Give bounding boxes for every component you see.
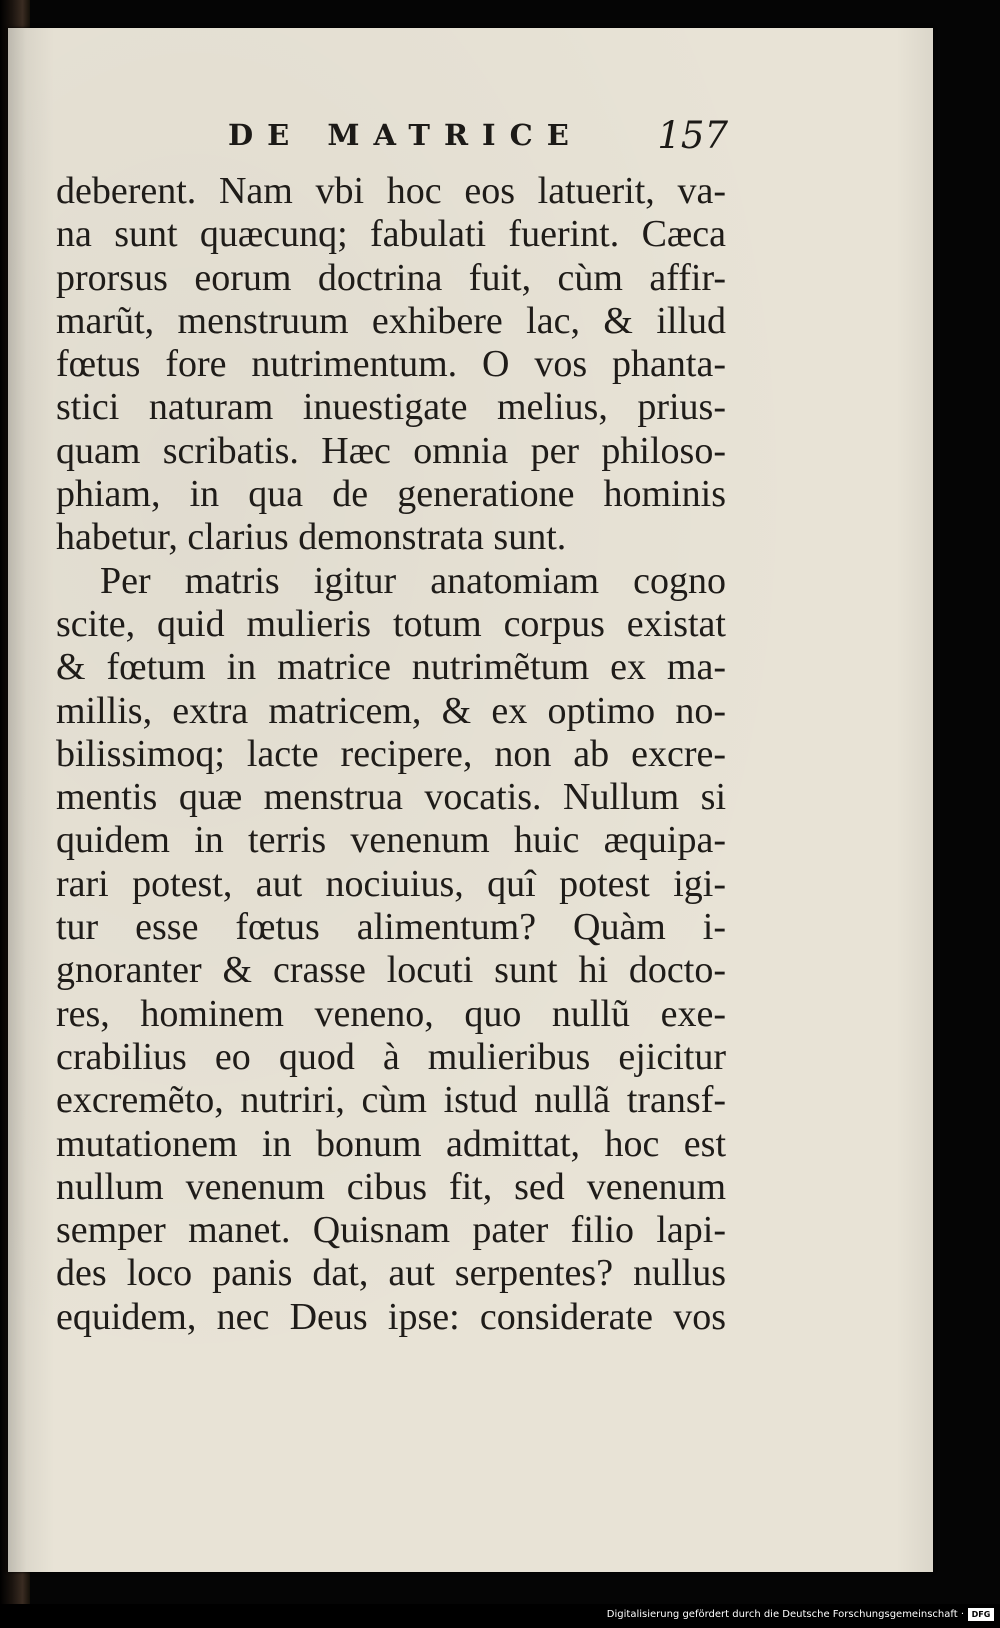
text-line: & fœtum in matrice nutrimẽtum ex ma-: [56, 646, 726, 689]
page-header: [228, 114, 728, 170]
text-line: Per matris igitur anatomiam cogno: [100, 559, 726, 602]
text-line: rari potest, aut nociuius, quî potest igi-: [56, 862, 726, 905]
text-line: quidem in terris venenum huic æquipa-: [56, 819, 726, 862]
text-line: nullum venenum cibus fit, sed venenum: [56, 1165, 726, 1208]
text-line: gnoranter & crasse locuti sunt hi docto-: [56, 949, 726, 992]
text-line: tur esse fœtus alimentum? Quàm i-: [56, 906, 726, 949]
text-line: excremẽto, nutriri, cùm istud nullã transf-: [56, 1079, 726, 1122]
running-title: DE MATRICE: [228, 118, 583, 152]
text-line: marũt, menstruum exhibere lac, & illud: [56, 299, 726, 342]
text-line: fœtus fore nutrimentum. O vos phanta-: [56, 343, 726, 386]
text-line: mutationem in bonum admittat, hoc est: [56, 1122, 726, 1165]
text-line: bilissimoq; lacte recipere, non ab excre-: [56, 732, 726, 775]
body-text: [56, 170, 726, 1339]
text-line: stici naturam inuestigate melius, prius-: [56, 386, 726, 429]
page-number: 157: [657, 114, 728, 157]
text-line: phiam, in qua de generatione hominis: [56, 473, 726, 516]
text-line: scite, quid mulieris totum corpus existat: [56, 602, 726, 645]
digitization-credit: Digitalisierung gefördert durch die Deutsche Forschungsgemeinschaft ·: [606, 1609, 964, 1620]
text-line: na sunt quæcunq; fabulati fuerint. Cæca: [56, 213, 726, 256]
dfg-logo: DFG: [968, 1608, 994, 1621]
text-line: deberent. Nam vbi hoc eos latuerit, va-: [56, 170, 726, 212]
text-line: quam scribatis. Hæc omnia per philoso-: [56, 429, 726, 472]
text-line: des loco panis dat, aut serpentes? nullus: [56, 1252, 726, 1295]
text-line: semper manet. Quisnam pater filio lapi-: [56, 1209, 726, 1252]
text-line: mentis quæ menstrua vocatis. Nullum si: [56, 776, 726, 819]
text-line: crabilius eo quod à mulieribus ejicitur: [56, 1035, 726, 1078]
text-line: habetur, clarius demonstrata sunt.: [56, 516, 567, 559]
text-line: prorsus eorum doctrina fuit, cùm affir-: [56, 256, 726, 299]
text-line: res, hominem veneno, quo nullũ exe-: [56, 992, 726, 1035]
text-line: equidem, nec Deus ipse: considerate vos: [56, 1295, 726, 1338]
text-line: millis, extra matricem, & ex optimo no-: [56, 689, 726, 732]
